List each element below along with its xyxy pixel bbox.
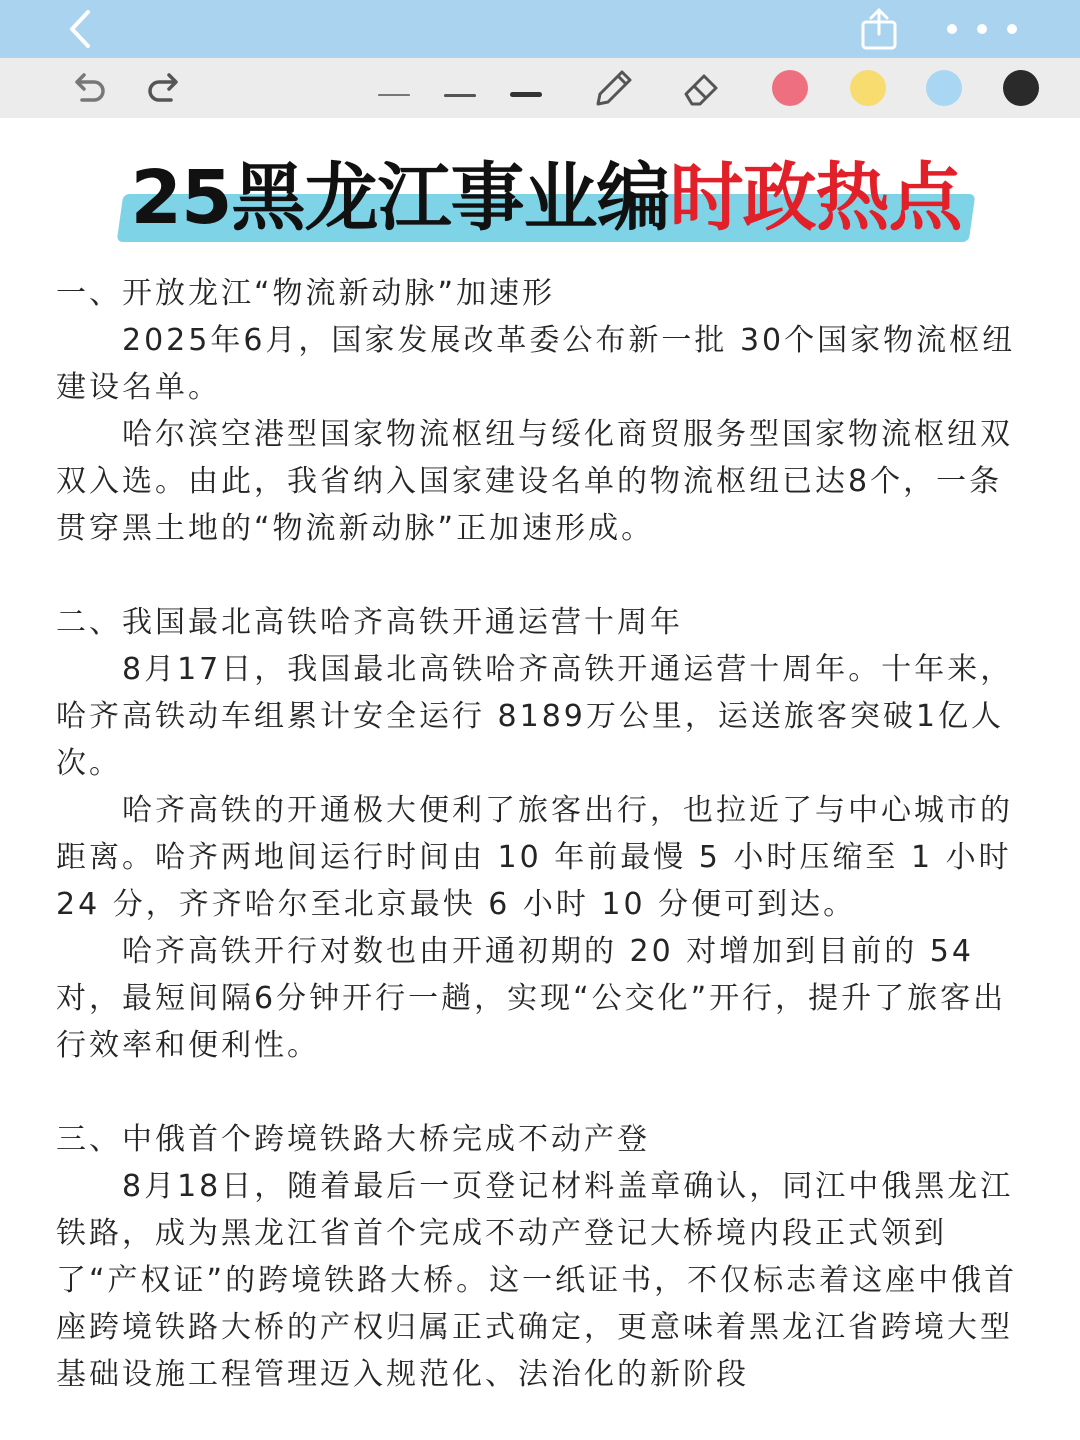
- redo-icon[interactable]: [145, 66, 185, 110]
- section-2-paragraph-3: 哈齐高铁开行对数也由开通初期的 20 对增加到目前的 54 对，最短间隔6分钟开行一趟，实现“公交化”开行，提升了旅客出行效率和便利性。: [56, 934, 1007, 1063]
- section-1-heading: 一、开放龙江“物流新动脉”加速形: [56, 276, 556, 311]
- eraser-icon[interactable]: [678, 66, 724, 110]
- section-1-paragraph-2: 哈尔滨空港型国家物流枢纽与绥化商贸服务型国家物流枢纽双双入选。由此，我省纳入国家建设名单的物流枢纽已达8个，一条贯穿黑土地的“物流新动脉”正加速形成。: [56, 417, 1013, 546]
- section-spacer: [56, 1069, 1024, 1116]
- pencil-icon[interactable]: [590, 66, 636, 110]
- article-body: [56, 270, 1024, 1398]
- thick-pen-icon[interactable]: [504, 66, 548, 110]
- section-1-paragraph-1: 2025年6月，国家发展改革委公布新一批 30个国家物流枢纽建设名单。: [56, 323, 1016, 405]
- title-part-black: 25黑龙江事业编: [130, 155, 670, 241]
- color-swatch-light-blue[interactable]: [926, 70, 962, 106]
- medium-pen-icon[interactable]: [438, 66, 482, 110]
- thin-pen-icon[interactable]: [372, 66, 416, 110]
- page-title: [120, 150, 972, 246]
- share-icon[interactable]: [858, 6, 900, 52]
- title-part-red: 时政热点: [669, 155, 962, 241]
- color-swatch-yellow[interactable]: [850, 70, 886, 106]
- section-2-heading: 二、我国最北高铁哈齐高铁开通运营十周年: [56, 605, 683, 640]
- more-options-icon[interactable]: [940, 16, 1024, 42]
- section-3-heading: 三、中俄首个跨境铁路大桥完成不动产登: [56, 1122, 650, 1157]
- section-3-paragraph-1: 8月18日，随着最后一页登记材料盖章确认，同江中俄黑龙江铁路，成为黑龙江省首个完成不动产登记大桥境内段正式领到了“产权证”的跨境铁路大桥。这一纸证书，不仅标志着这座中俄首座跨境铁路大桥的产权归属正式确定，更意味着黑龙江省跨境大型基础设施工程管理迈入规范化、法治化的新阶段: [56, 1169, 1018, 1392]
- section-spacer: [56, 552, 1024, 599]
- drawing-toolbar: [0, 58, 1080, 118]
- color-swatch-pink[interactable]: [772, 70, 808, 106]
- section-2-paragraph-1: 8月17日，我国最北高铁哈齐高铁开通运营十周年。十年来，哈齐高铁动车组累计安全运行 8189万公里，运送旅客突破1亿人次。: [56, 652, 1014, 781]
- back-arrow-icon[interactable]: [60, 8, 102, 50]
- top-app-bar: [0, 0, 1080, 58]
- section-2-paragraph-2: 哈齐高铁的开通极大便利了旅客出行，也拉近了与中心城市的距离。哈齐两地间运行时间由 10 年前最慢 5 小时压缩至 1 小时 24 分，齐齐哈尔至北京最快 6 小时 10 分便可到达。: [56, 793, 1013, 922]
- page-title-banner: [120, 150, 972, 250]
- color-swatch-black[interactable]: [1003, 70, 1039, 106]
- undo-icon[interactable]: [68, 66, 108, 110]
